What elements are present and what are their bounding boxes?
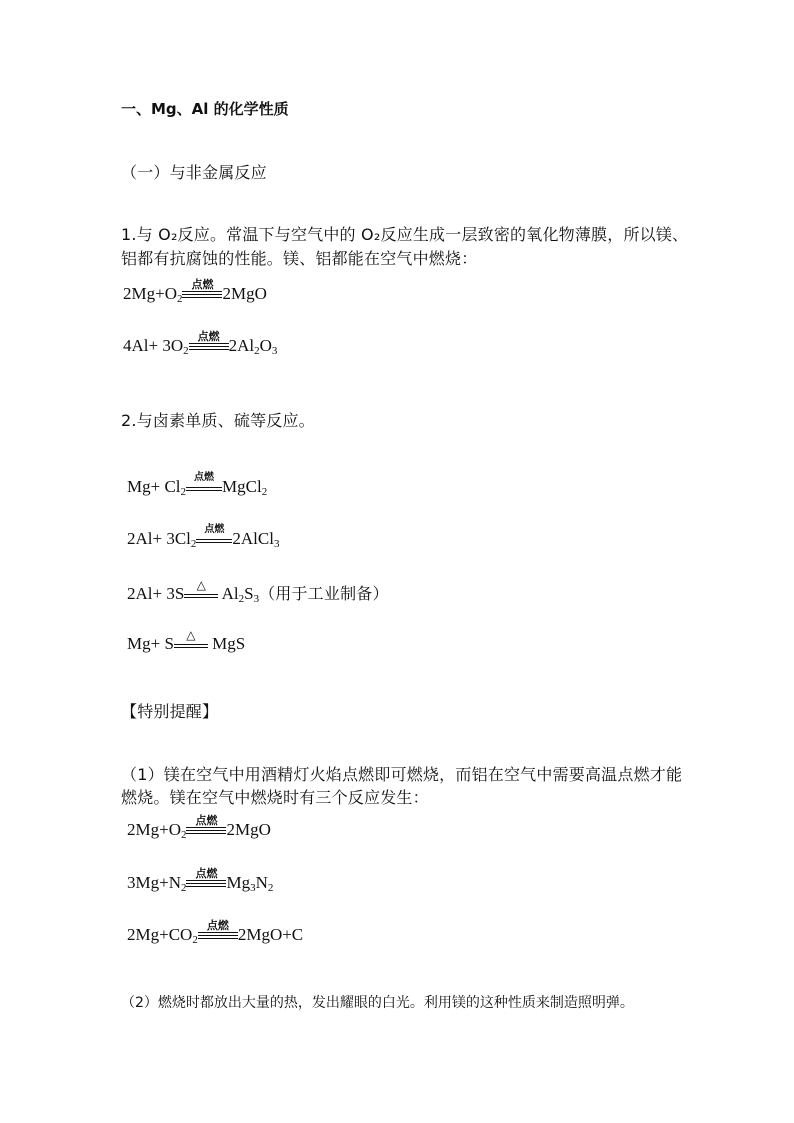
reaction-condition-arrow: 点燃 [198,930,238,940]
equation-products: 2MgO+C [237,925,304,944]
equation-al-cl2: $2Al+ 3Cl_2$ 点燃 2AlCl$_3$ [127,524,280,550]
equation-reactants: 2Al+ 3Cl [127,529,191,548]
equation-reactants: 4Al+ 3O [123,336,184,355]
equation-reactants: 2Mg+O [123,284,177,303]
equation-reactants: 2Mg+O [127,820,181,839]
equation-mg-o2-air: $2Mg+O_2$ 点燃 2MgO [127,814,271,841]
equation-products: MgCl [222,477,262,496]
equation-al-o2: $4Al+ 3O_2$ 点燃 $2Al_2O_3$ [123,330,278,357]
equation-mg-co2: $2Mg+CO_2$ 点燃 2MgO+C [127,919,304,946]
equation-mg-cl2: $Mg+ Cl_2$ 点燃 MgCl$_2$ [127,472,268,498]
paragraph-line: 2.与卤素单质、硫等反应。 [121,411,315,430]
paragraph-line: 铝都有抗腐蚀的性能。镁、铝都能在空气中燃烧： [121,249,478,268]
reaction-condition-arrow: 点燃 [189,341,229,351]
heat-condition-arrow: △ [174,639,208,649]
paragraph-line: （1）镁在空气中用酒精灯火焰点燃即可燃烧，而铝在空气中需要高温点燃才能 [121,765,683,784]
equation-products: 2Al [228,336,255,355]
subsection-title: （一）与非金属反应 [121,163,267,182]
equation-mg-n2: $3Mg+N_2$ 点燃 $Mg_3N_2$ [127,867,274,894]
equation-products: Mg [226,873,251,892]
equation-reactants: Mg+ S [127,634,174,653]
equation-products: 2MgO [222,284,267,303]
equation-products: 2MgO [226,820,271,839]
equation-reactants: 2Al+ 3S [127,584,185,603]
section-title: 一、Mg、Al 的化学性质 [121,100,289,118]
equation-mg-s [127,628,246,654]
reaction-condition-arrow: 点燃 [186,482,222,492]
reaction-condition-arrow: 点燃 [186,878,226,888]
paragraph-line: 燃烧。镁在空气中燃烧时有三个反应发生： [121,788,429,807]
reaction-condition-arrow: 点燃 [182,289,222,299]
equation-products: 2AlCl [232,529,274,548]
equation-mg-o2: $2Mg+O_2$ 点燃 2MgO [123,278,267,305]
reaction-condition-arrow: 点燃 [196,534,232,544]
equation-reactants: 3Mg+N [127,873,181,892]
equation-al-s: 2Al+ 3S △ $Al_2S_3$（用于工业制备） [127,578,389,605]
paragraph-line: 1.与 O₂反应。常温下与空气中的 O₂反应生成一层致密的氧化物薄膜，所以镁、 [121,225,689,244]
reaction-condition-arrow: 点燃 [186,825,226,835]
equation-reactants: Mg+ Cl [127,477,181,496]
equation-products: Al [218,584,239,603]
paragraph-line: （2）燃烧时都放出大量的热，发出耀眼的白光。利用镁的这种性质来制造照明弹。 [121,995,634,1011]
reminder-title: 【特别提醒】 [121,702,219,721]
equation-products: MgS [207,634,246,653]
equation-reactants: 2Mg+CO [127,925,193,944]
heat-condition-arrow: △ [184,589,218,599]
equation-note: （用于工业制备） [259,584,389,603]
